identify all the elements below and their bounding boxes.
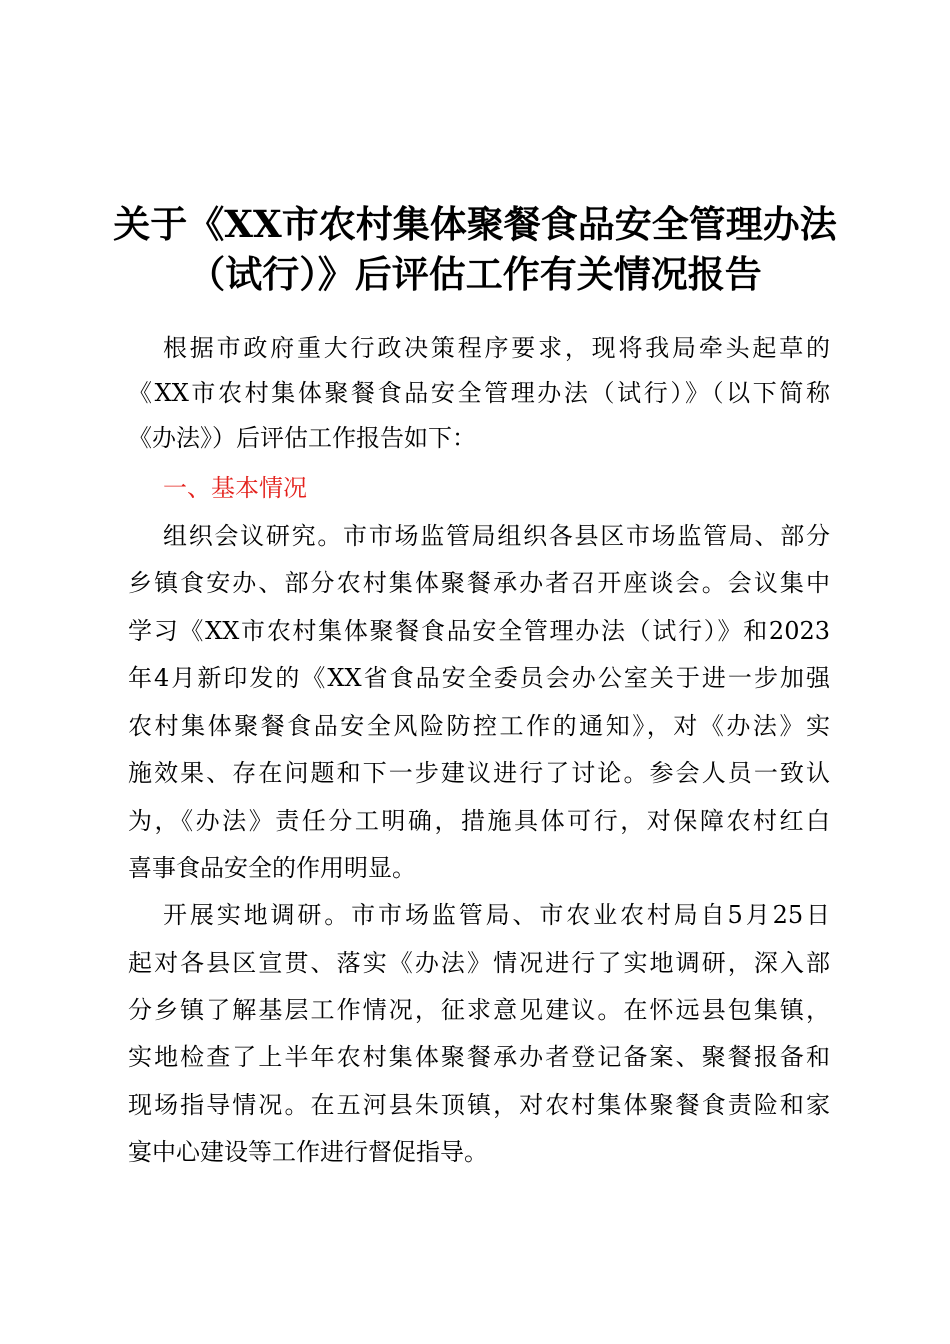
paragraph-line: 宴中心建设等工作进行督促指导。 (128, 1138, 488, 1166)
intro-line: 《办法》）后评估工作报告如下： (128, 424, 476, 452)
section-heading: 一、基本情况 (163, 474, 307, 502)
paragraph-line: 组织会议研究。市市场监管局组织各县区市场监管局、部分 (163, 522, 830, 550)
paragraph-line: 起对各县区宣贯、落实《办法》情况进行了实地调研，深入部 (128, 949, 830, 977)
paragraph-line: 乡镇食安办、部分农村集体聚餐承办者召开座谈会。会议集中 (128, 569, 830, 597)
intro-line: 《XX市农村集体聚餐食品安全管理办法（试行）》（以下简称 (128, 379, 830, 407)
paragraph-line: 实地检查了上半年农村集体聚餐承办者登记备案、聚餐报备和 (128, 1043, 830, 1071)
paragraph-line: 农村集体聚餐食品安全风险防控工作的通知》，对《办法》实 (128, 712, 830, 740)
paragraph-line: 为，《办法》责任分工明确，措施具体可行，对保障农村红白 (128, 807, 830, 835)
paragraph-line: 开展实地调研。市市场监管局、市农业农村局自5月25日 (163, 901, 830, 929)
paragraph-line: 喜事食品安全的作用明显。 (128, 854, 416, 882)
paragraph-line: 分乡镇了解基层工作情况，征求意见建议。在怀远县包集镇， (128, 996, 830, 1024)
paragraph-line: 施效果、存在问题和下一步建议进行了讨论。参会人员一致认 (128, 759, 830, 787)
intro-line: 根据市政府重大行政决策程序要求，现将我局牵头起草的 (163, 334, 830, 362)
paragraph-line: 年4月新印发的《XX省食品安全委员会办公室关于进一步加强 (128, 664, 830, 692)
paragraph-line: 学习《XX市农村集体聚餐食品安全管理办法（试行）》和2023 (128, 617, 830, 645)
document-title-line-1: 关于《XX市农村集体聚餐食品安全管理办法 (113, 202, 837, 246)
paragraph-line: 现场指导情况。在五河县朱顶镇，对农村集体聚餐食责险和家 (128, 1091, 830, 1119)
document-title-line-2: （试行）》后评估工作有关情况报告 (188, 252, 762, 296)
